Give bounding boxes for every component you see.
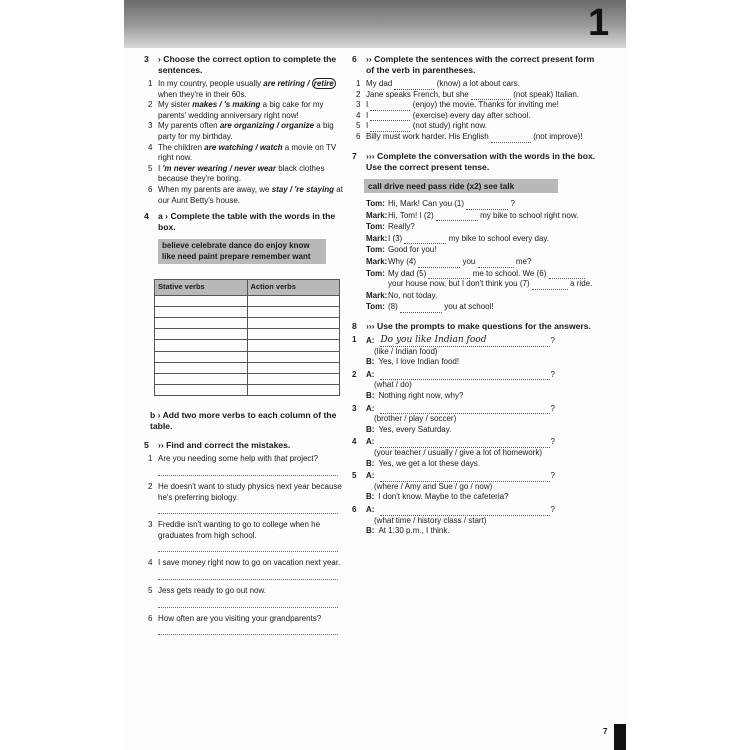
option-separator: /: [305, 79, 312, 88]
question-mark: ?: [550, 437, 555, 447]
answer-text: Nothing right now, why?: [378, 390, 464, 400]
dialogue-blank[interactable]: [400, 304, 442, 313]
item-text: When my parents are away, we: [158, 184, 272, 194]
ex5-item: [144, 558, 344, 580]
ex4b-sub: b: [150, 410, 156, 421]
ex8-number: 8: [352, 321, 357, 331]
ex6-arrows: ››: [366, 54, 372, 64]
answer-text: I don't know. Maybe to the cafeteria?: [378, 492, 509, 502]
speaker: Mark:: [366, 233, 388, 243]
ex5-item: [144, 586, 344, 608]
action-verbs-header: Action verbs: [247, 280, 340, 296]
action-cell[interactable]: [247, 374, 340, 385]
line-text: My dad (5): [388, 268, 427, 278]
action-cell[interactable]: [247, 329, 340, 340]
stative-cell[interactable]: [155, 340, 248, 351]
action-cell[interactable]: [247, 340, 340, 351]
question-line: [352, 505, 596, 516]
ex5-item: [144, 482, 344, 514]
item-number: 6: [356, 131, 361, 141]
question-line: [352, 404, 596, 415]
speaker-b: B:: [366, 492, 375, 502]
item-text: (not speak) Italian.: [513, 89, 580, 99]
ex4a-sub: a: [158, 211, 163, 222]
ex4b-heading: [144, 410, 344, 432]
line-text: ?: [510, 199, 515, 209]
ex8-title: Use the prompts to make questions for the answers.: [376, 321, 591, 331]
ex7-title: Complete the conversation with the words in the box. Use the correct present tense.: [366, 150, 596, 172]
line-text: I (3): [388, 233, 403, 243]
table-row: [155, 385, 340, 396]
dialogue-blank[interactable]: [466, 201, 508, 210]
ex5-item: [144, 454, 344, 476]
item-text: (enjoy) the movie. Thanks for inviting me!: [412, 100, 559, 110]
speaker-b: B:: [366, 424, 375, 434]
prompt: (brother / play / soccer): [374, 414, 457, 424]
prompt-line: [352, 414, 596, 425]
speaker: Tom:: [366, 199, 385, 209]
question-answer-line[interactable]: [380, 515, 550, 516]
item-text: (exercise) every day after school.: [412, 110, 531, 120]
item-text: My dad: [366, 79, 393, 88]
ex7-arrows: ›››: [366, 150, 375, 161]
ex4-number: 4: [144, 211, 149, 222]
item-text: (know) a lot about cars.: [436, 79, 520, 88]
stative-cell[interactable]: [155, 362, 248, 373]
ex6-item: [352, 79, 596, 90]
item-text: He doesn't want to study physics next year because he's preferring biology.: [158, 482, 342, 502]
speaker-a: A:: [366, 471, 375, 481]
verb-blank[interactable]: [491, 134, 531, 143]
item-text: Jess gets ready to go out now.: [158, 585, 267, 595]
ex7-heading: [352, 151, 596, 173]
question-line: [352, 437, 596, 448]
ex3-item: [144, 100, 344, 121]
item-number: 1: [356, 79, 361, 88]
item-text: at our Aunt Betty's house.: [158, 184, 343, 205]
ex5-list: [144, 454, 344, 635]
question-answer-line[interactable]: [380, 413, 550, 414]
dialogue-line: [352, 199, 596, 210]
item-text: My sister: [158, 100, 193, 110]
prompt-line: [352, 448, 596, 459]
answer-line: [352, 391, 596, 402]
answer-text: Yes, we get a lot these days.: [378, 458, 480, 468]
item-number: 6: [148, 613, 153, 623]
answer-text: Yes, I love Indian food!: [378, 357, 460, 367]
ex3-item: [144, 121, 344, 142]
ex4a-word-box: believe celebrate dance do enjoy know like need paint prepare remember want: [158, 239, 326, 264]
ex4a-arrows: ›: [165, 211, 169, 222]
ex6-item: [352, 132, 596, 143]
item-text: black clothes because they're boring.: [158, 163, 325, 184]
action-cell[interactable]: [247, 306, 340, 317]
line-text: my bike to school right now.: [480, 210, 579, 220]
verbs-table: [154, 279, 340, 396]
option-b[interactable]: organize: [281, 121, 315, 131]
item-number: 3: [356, 100, 361, 110]
line-text: me?: [515, 257, 532, 267]
speaker-a: A:: [366, 437, 375, 447]
question-mark: ?: [550, 403, 555, 413]
prompt: (what / do): [374, 380, 412, 390]
item-number: 5: [352, 471, 357, 481]
dialogue-line: [352, 211, 596, 222]
line-text: Really?: [388, 222, 415, 232]
dialogue-line: [352, 245, 596, 256]
ex6-heading: [352, 54, 596, 76]
line-text: No, not today.: [388, 290, 438, 300]
item-text: (not improve)!: [533, 131, 583, 141]
dialogue-blank[interactable]: [418, 259, 460, 268]
question-answer-line[interactable]: [380, 481, 550, 482]
item-text: I: [366, 110, 369, 120]
table-row: [155, 329, 340, 340]
item-text: I: [158, 163, 163, 173]
dialogue-line: [352, 269, 596, 290]
stative-verbs-header: Stative verbs: [155, 280, 248, 296]
line-text: you: [462, 257, 476, 267]
ex6-item: [352, 100, 596, 111]
item-number: 1: [148, 454, 153, 464]
ex4b-arrows: ›: [157, 410, 161, 421]
table-row: [155, 340, 340, 351]
question-line: [352, 335, 596, 347]
question-mark: ?: [550, 504, 555, 514]
prompt-line: [352, 347, 596, 358]
ex6-item: [352, 90, 596, 101]
prompt: (where / Amy and Sue / go / now): [374, 481, 493, 491]
ex8-list: [352, 335, 596, 537]
option-b[interactable]: 's making: [223, 100, 261, 110]
option-b[interactable]: watch: [259, 142, 283, 152]
prompt-line: [352, 482, 596, 493]
item-number: 6: [352, 504, 357, 514]
action-cell[interactable]: [247, 318, 340, 329]
item-number: 1: [352, 335, 357, 344]
ex3-number: 3: [144, 54, 149, 64]
answer-line: [352, 425, 596, 436]
table-row: [155, 295, 340, 306]
line-text: Why (4): [388, 257, 416, 267]
table-row: [155, 374, 340, 385]
ex5-number: 5: [144, 440, 149, 451]
speaker-a: A:: [366, 369, 375, 379]
item-text: Jane speaks French, but she: [366, 89, 469, 99]
line-text: my bike to school every day.: [448, 233, 550, 243]
question-line: [352, 471, 596, 482]
dialogue-line: [352, 257, 596, 268]
verb-blank[interactable]: [394, 81, 434, 90]
ex3-title: Choose the correct option to complete the sentences.: [158, 54, 337, 75]
stative-cell[interactable]: [155, 318, 248, 329]
item-number: 4: [148, 142, 153, 152]
table-row: [155, 362, 340, 373]
option-b[interactable]: never wear: [234, 163, 276, 173]
option-b[interactable]: retire: [313, 79, 334, 88]
item-number: 3: [148, 121, 153, 131]
option-a[interactable]: are watching: [204, 142, 254, 152]
item-text: a big cake for my parents' wedding anniversary right now!: [158, 100, 324, 120]
item-number: 4: [356, 110, 361, 120]
action-cell[interactable]: [247, 362, 340, 373]
dialogue-line: [352, 302, 596, 313]
speaker: Mark:: [366, 290, 388, 300]
verb-blank[interactable]: [370, 123, 410, 132]
ex5-item: [144, 520, 344, 552]
speaker-a: A:: [366, 403, 375, 413]
ex3-heading: [144, 54, 344, 76]
correction-line[interactable]: [158, 570, 338, 580]
question-mark: ?: [550, 336, 555, 345]
dialogue-line: [352, 291, 596, 302]
prompt-line: [352, 380, 596, 391]
correction-line[interactable]: [158, 466, 338, 476]
stative-cell[interactable]: [155, 295, 248, 306]
ex3-list: [144, 79, 344, 206]
item-text: How often are you visiting your grandparents?: [158, 613, 322, 623]
item-number: 2: [148, 100, 153, 110]
header-bar: [124, 0, 626, 48]
option-a[interactable]: are organizing: [219, 121, 275, 131]
question-line: [352, 370, 596, 381]
correction-line[interactable]: [158, 542, 338, 552]
answer-line: [352, 526, 596, 537]
dialogue-line: [352, 234, 596, 245]
action-cell[interactable]: [247, 295, 340, 306]
question-mark: ?: [550, 471, 555, 481]
prompt-line: [352, 516, 596, 527]
stative-cell[interactable]: [155, 385, 248, 396]
ex7-dialogue: [352, 199, 596, 313]
option-separator: /: [287, 184, 295, 194]
table-row: [155, 306, 340, 317]
dialogue-line: [352, 222, 596, 233]
speaker: Mark:: [366, 257, 388, 267]
item-number: 4: [148, 558, 153, 568]
correction-line[interactable]: [158, 598, 338, 608]
option-separator: /: [274, 121, 282, 131]
ex8-arrows: ›››: [366, 321, 375, 331]
item-text: The children: [158, 142, 205, 152]
table-row: [155, 351, 340, 362]
option-a[interactable]: stay: [271, 184, 288, 194]
option-separator: /: [227, 163, 235, 173]
item-number: 5: [356, 121, 361, 131]
item-number: 4: [352, 437, 357, 447]
item-text: I: [366, 100, 369, 110]
dialogue-blank[interactable]: [549, 270, 585, 279]
option-a[interactable]: 'm never wearing: [162, 163, 228, 173]
item-text: In my country, people usually: [158, 79, 264, 88]
item-number: 2: [352, 369, 357, 379]
answer-line: [352, 492, 596, 503]
ex6-list: [352, 79, 596, 143]
item-text: My parents often: [158, 121, 220, 131]
speaker: Tom:: [366, 222, 385, 232]
stative-cell[interactable]: [155, 329, 248, 340]
left-column: [144, 54, 344, 635]
item-text: a big party for my birthday.: [158, 121, 334, 141]
dialogue-blank[interactable]: [428, 270, 470, 279]
question-answer-line[interactable]: [380, 379, 550, 380]
line-text: me to school. We (6): [472, 268, 547, 278]
speaker-b: B:: [366, 357, 375, 367]
stative-cell[interactable]: [155, 306, 248, 317]
speaker-b: B:: [366, 526, 375, 536]
item-text: Freddie isn't wanting to go to college when he graduates from high school.: [158, 520, 321, 540]
answer-text: At 1:30 p.m., I think.: [378, 526, 450, 536]
answer-line: [352, 459, 596, 470]
ex5-arrows: ››: [158, 440, 164, 451]
line-text: a ride.: [570, 279, 593, 289]
stative-cell[interactable]: [155, 374, 248, 385]
ex6-title: Complete the sentences with the correct present form of the verb in parentheses.: [366, 54, 595, 75]
dialogue-blank[interactable]: [478, 259, 514, 268]
ex6-number: 6: [352, 54, 357, 64]
answer-line: [352, 357, 596, 368]
stative-cell[interactable]: [155, 351, 248, 362]
item-number: 1: [148, 79, 153, 88]
item-number: 5: [148, 163, 153, 173]
ex4a-title: Complete the table with the words in the box.: [158, 211, 336, 233]
line-text: Hi, Tom! I (2): [388, 210, 434, 220]
verb-blank[interactable]: [370, 112, 410, 121]
item-text: when they're in their 60s.: [158, 89, 247, 99]
ex8-heading: [352, 321, 596, 332]
question-answer-line[interactable]: [380, 447, 550, 448]
verb-blank[interactable]: [370, 102, 410, 111]
item-number: 3: [148, 520, 153, 530]
item-number: 2: [356, 89, 361, 99]
ex6-item: [352, 111, 596, 122]
dialogue-blank[interactable]: [436, 212, 478, 221]
ex5-heading: [144, 440, 344, 451]
right-column: [352, 54, 596, 537]
ex3-item: [144, 185, 344, 206]
question-mark: ?: [550, 369, 555, 379]
item-text: (not study) right now.: [412, 121, 487, 131]
prompt: (your teacher / usually / give a lot of homework): [374, 447, 543, 457]
item-number: 3: [352, 403, 357, 413]
ex5-title: Find and correct the mistakes.: [166, 440, 291, 451]
ex7-number: 7: [352, 150, 357, 161]
table-row: [155, 318, 340, 329]
option-a[interactable]: are retiring: [263, 79, 306, 88]
action-cell[interactable]: [247, 351, 340, 362]
prompt: (what time / history class / start): [374, 515, 487, 525]
dialogue-blank[interactable]: [532, 281, 568, 290]
line-text: Hi, Mark! Can you (1): [388, 199, 465, 209]
item-text: Are you needing some help with that project?: [158, 454, 319, 464]
speaker: Tom:: [366, 302, 385, 312]
item-text: I: [366, 121, 369, 131]
question-answer-line[interactable]: Do you like Indian food: [380, 335, 550, 347]
ex3-item: [144, 164, 344, 185]
item-number: 6: [148, 184, 153, 194]
item-number: 5: [148, 585, 153, 595]
item-text: a movie on TV right now.: [158, 142, 337, 163]
ex3-item: [144, 143, 344, 164]
speaker: Mark:: [366, 210, 388, 220]
answer-text: Yes, every Saturday.: [378, 424, 452, 434]
ex3-arrows: ›: [158, 54, 161, 64]
correction-line[interactable]: [158, 504, 338, 514]
speaker-b: B:: [366, 390, 375, 400]
ex4b-title: Add two more verbs to each column of the table.: [150, 410, 337, 432]
ex6-item: [352, 121, 596, 132]
line-text: your house now, but I don't think you (7): [388, 279, 530, 289]
correction-line[interactable]: [158, 625, 338, 635]
item-number: 2: [148, 482, 153, 491]
option-separator: /: [253, 142, 260, 152]
action-cell[interactable]: [247, 385, 340, 396]
dialogue-blank[interactable]: [404, 235, 446, 244]
speaker: Tom:: [366, 268, 385, 278]
line-text: Good for you!: [388, 245, 437, 255]
item-text: I save money right now to go on vacation next year.: [158, 558, 341, 568]
speaker-a: A:: [366, 504, 375, 514]
ex3-item: [144, 79, 344, 100]
page-corner-tab: [614, 724, 626, 750]
page-number: 7: [603, 727, 608, 736]
unit-number: 1: [588, 2, 610, 44]
line-text: you at school!: [444, 302, 494, 312]
ex7-word-box: call drive need pass ride (x2) see talk: [364, 179, 558, 194]
speaker: Tom:: [366, 245, 385, 255]
speaker-b: B:: [366, 458, 375, 468]
option-b[interactable]: 're staying: [294, 184, 335, 194]
speaker-a: A:: [366, 336, 375, 345]
ex5-item: [144, 614, 344, 636]
item-text: Billy must work harder. His English: [366, 131, 489, 141]
line-text: (8): [388, 302, 398, 312]
ex4a-heading: [144, 211, 344, 233]
option-a[interactable]: makes: [192, 100, 218, 110]
option-separator: /: [217, 100, 224, 110]
prompt: (like / Indian food): [374, 346, 438, 356]
verb-blank[interactable]: [471, 91, 511, 100]
